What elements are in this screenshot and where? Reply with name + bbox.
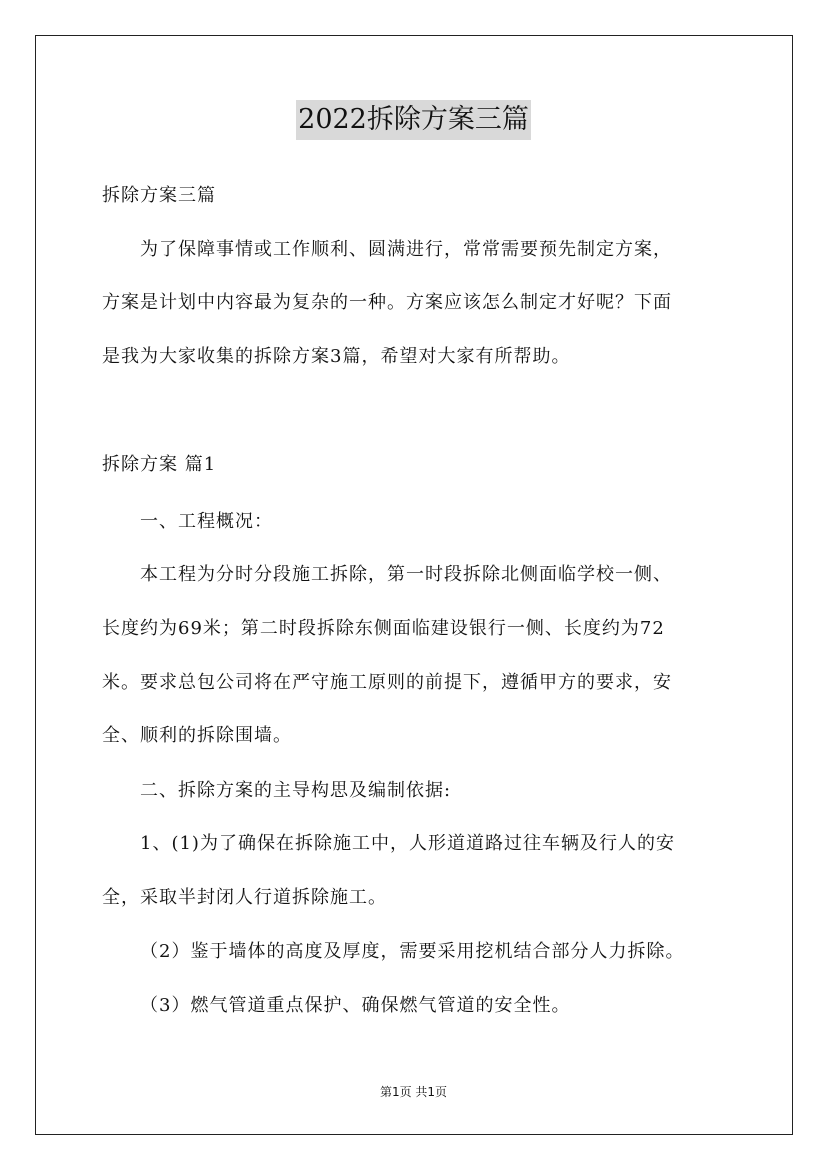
part2-item-1a: 1、(1)为了确保在拆除施工中，人形道道路过往车辆及行人的安 bbox=[140, 833, 675, 854]
part1-line-1: 本工程为分时分段施工拆除，第一时段拆除北侧面临学校一侧、 bbox=[140, 564, 672, 585]
intro-line-3: 是我为大家收集的拆除方案3篇，希望对大家有所帮助。 bbox=[102, 346, 571, 367]
part1-heading: 一、工程概况： bbox=[140, 511, 273, 532]
title-container bbox=[0, 100, 827, 140]
part2-item-2: （2）鉴于墙体的高度及厚度，需要采用挖机结合部分人力拆除。 bbox=[140, 941, 685, 962]
part2-item-3: （3）燃气管道重点保护、确保燃气管道的安全性。 bbox=[140, 995, 571, 1016]
subtitle: 拆除方案三篇 bbox=[102, 185, 216, 206]
section-heading: 拆除方案 篇1 bbox=[102, 454, 217, 475]
part2-heading: 二、拆除方案的主导构思及编制依据: bbox=[140, 780, 452, 801]
intro-line-1: 为了保障事情或工作顺利、圆满进行，常常需要预先制定方案， bbox=[140, 239, 672, 260]
page-footer: 第1页 共1页 bbox=[379, 1085, 448, 1099]
part1-line-2: 长度约为69米；第二时段拆除东侧面临建设银行一侧、长度约为72 bbox=[102, 618, 665, 639]
part1-line-4: 全、顺利的拆除围墙。 bbox=[102, 725, 292, 746]
document-title: 2022拆除方案三篇 bbox=[296, 100, 531, 140]
part1-line-3: 米。要求总包公司将在严守施工原则的前提下，遵循甲方的要求，安 bbox=[102, 672, 672, 693]
part2-item-1b: 全，采取半封闭人行道拆除施工。 bbox=[102, 887, 387, 908]
intro-line-2: 方案是计划中内容最为复杂的一种。方案应该怎么制定才好呢？下面 bbox=[102, 292, 672, 313]
